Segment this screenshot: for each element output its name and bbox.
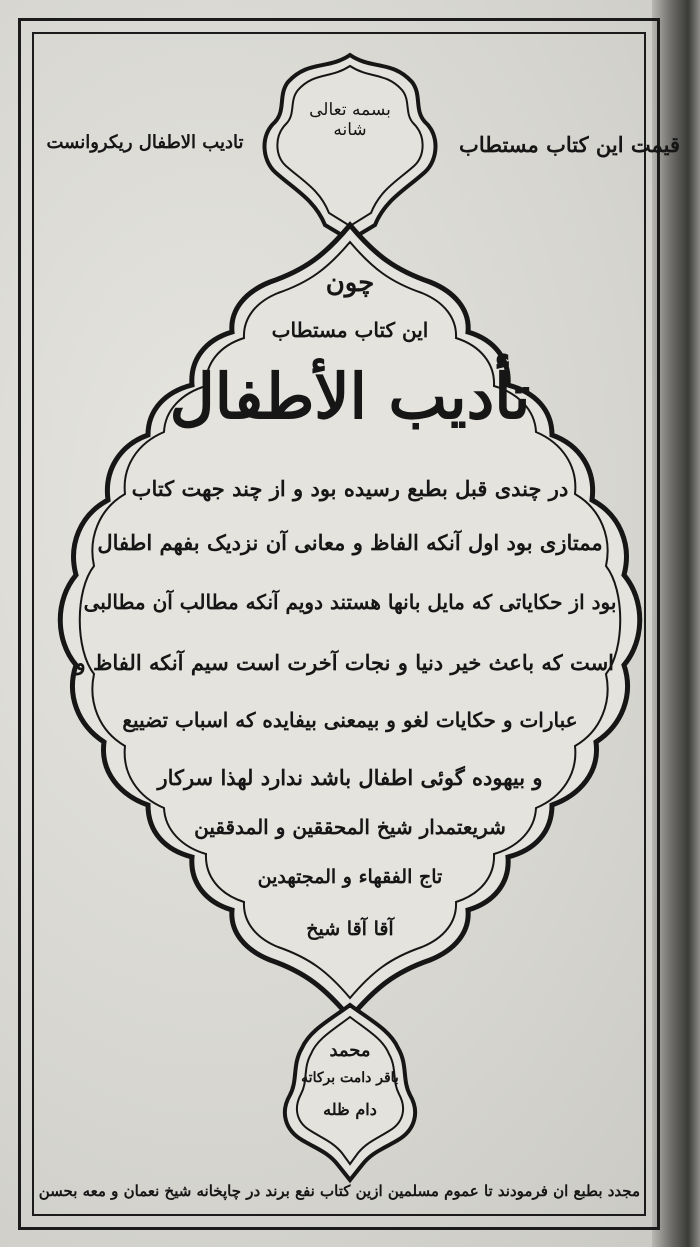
intro-word: چون bbox=[325, 268, 375, 298]
bottom-badge-line-1: محمد bbox=[329, 1040, 371, 1061]
body-line-6: و بیهوده گوئی اطفال باشد ندارد لهذا سرکار bbox=[157, 765, 543, 790]
bottom-badge-outline bbox=[285, 1005, 415, 1180]
body-line-1: در چندی قبل بطبع رسیده بود و از چند جهت کتاب bbox=[131, 476, 569, 501]
top-badge-outline bbox=[264, 55, 435, 240]
header-left-text: تادیب الاطفال ریکروانست bbox=[46, 132, 244, 153]
body-line-8: تاج الفقهاء و المجتهدین bbox=[257, 866, 443, 888]
subtitle: این کتاب مستطاب bbox=[271, 318, 429, 342]
bottom-badge-line-3: دام ظله bbox=[323, 1100, 377, 1119]
body-line-7: شریعتمدار شیخ المحققین و المدققین bbox=[194, 815, 506, 839]
body-line-3: بود از حکایاتی که مایل بانها هستند دویم آنکه مطالب آن مطالبی bbox=[83, 590, 617, 614]
body-line-2: ممتازی بود اول آنکه الفاظ و معانی آن نزدیک بفهم اطفال bbox=[97, 530, 603, 555]
header-right-text: قیمت این کتاب مستطاب bbox=[459, 132, 680, 157]
body-line-5: عبارات و حکایات لغو و بیمعنی بیفایده که اسباب تضییع bbox=[122, 708, 578, 732]
central-medallion-outline bbox=[60, 225, 640, 1018]
top-badge-text: بسمه تعالی شانه bbox=[309, 100, 391, 140]
bottom-badge-line-2: باقر دامت برکاته bbox=[301, 1070, 399, 1086]
body-line-9: آقا آقا شیخ bbox=[306, 918, 394, 940]
book-title: تأدیب الأطفال bbox=[169, 360, 531, 433]
body-line-4: است که باعث خیر دنیا و نجات آخرت است سیم آنکه الفاظ و bbox=[75, 650, 614, 675]
footer-text: مجدد بطبع ان فرمودند تا عموم مسلمین ازین کتاب نفع برند در چاپخانه شیخ نعمان و معه بحسن bbox=[38, 1182, 640, 1200]
